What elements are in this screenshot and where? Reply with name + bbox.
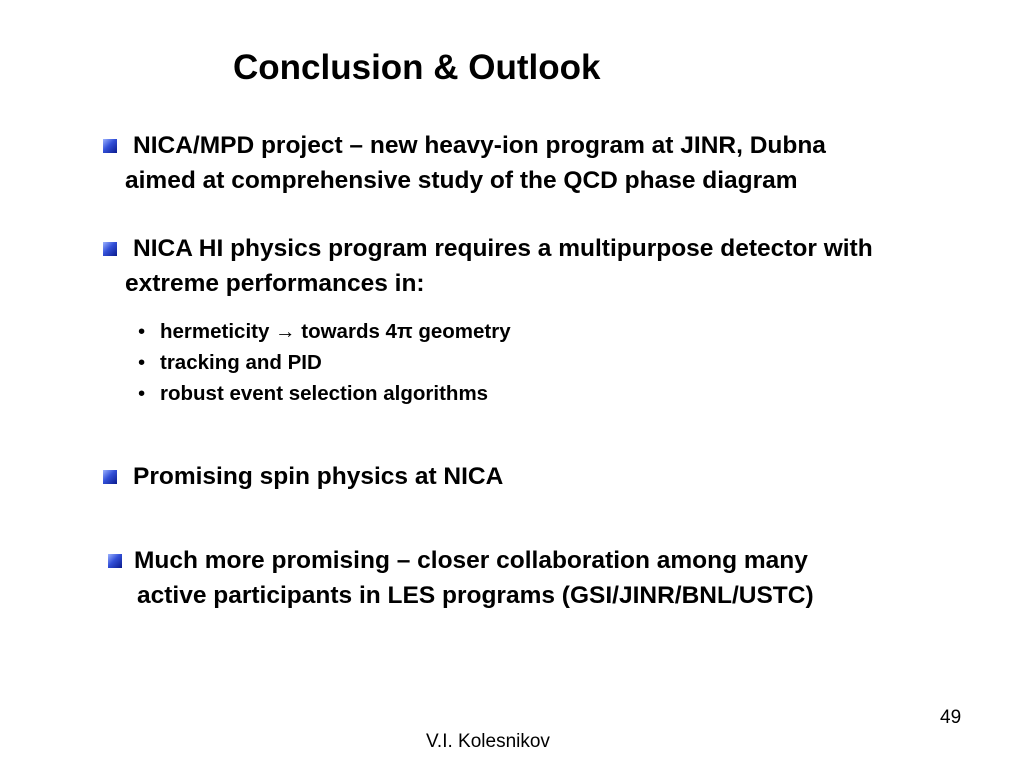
bullet-line: NICA/MPD project – new heavy-ion program at JINR, Dubna	[133, 132, 826, 159]
list-item	[138, 316, 511, 347]
bullet-line: aimed at comprehensive study of the QCD phase diagram	[125, 167, 798, 194]
list-item	[138, 378, 511, 409]
list-item-text: tracking and PID	[160, 351, 322, 374]
slide-title: Conclusion & Outlook	[233, 48, 601, 87]
bullet-line: extreme performances in:	[125, 270, 425, 297]
list-item-text: hermeticity → towards 4π geometry	[160, 320, 511, 343]
square-bullet-icon	[103, 470, 117, 484]
bullet-nica-hi-physics	[103, 231, 873, 301]
bullet-line: Much more promising – closer collaboration among many	[134, 547, 808, 574]
detector-requirements-list	[138, 316, 511, 409]
list-item	[138, 347, 511, 378]
footer-author: V.I. Kolesnikov	[426, 731, 550, 752]
bullet-dot: •	[138, 351, 146, 374]
bullet-spin-physics	[103, 459, 503, 494]
square-bullet-icon	[108, 554, 122, 568]
bullet-collaboration	[108, 543, 814, 613]
bullet-dot: •	[138, 382, 146, 405]
square-bullet-icon	[103, 139, 117, 153]
square-bullet-icon	[103, 242, 117, 256]
bullet-line: NICA HI physics program requires a multipurpose detector with	[133, 235, 873, 262]
bullet-line: active participants in LES programs (GSI/JINR/BNL/USTC)	[137, 582, 814, 609]
bullet-dot: •	[138, 320, 146, 343]
list-item-text: robust event selection algorithms	[160, 382, 489, 405]
bullet-nica-mpd-project	[103, 128, 826, 198]
bullet-line: Promising spin physics at NICA	[133, 463, 504, 490]
page-number: 49	[940, 707, 962, 728]
